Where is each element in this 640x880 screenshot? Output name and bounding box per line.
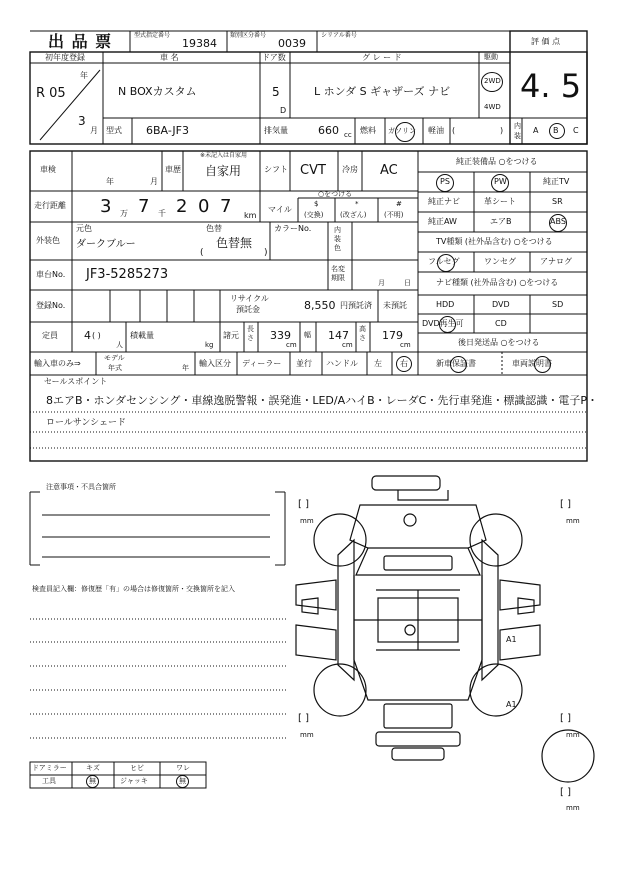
first-reg-month: 3 xyxy=(78,114,86,128)
recycle-unpaid: 未預託 xyxy=(383,301,407,310)
mile-altered: (改ざん) xyxy=(340,211,367,219)
name-change-label: 名変期限 xyxy=(331,265,345,282)
cooler-value: AC xyxy=(380,163,398,178)
mile-star: * xyxy=(355,200,359,208)
tv-fullseg: フルセグ xyxy=(428,257,460,266)
tire-spare-bracket: [ ] xyxy=(560,787,571,798)
car-name: N BOXカスタム xyxy=(118,85,197,98)
car-name-label: 車 名 xyxy=(160,53,179,62)
reg-no-label: 登録No. xyxy=(36,301,66,310)
mileage-unit: km xyxy=(244,211,257,220)
form-title: 出 品 票 xyxy=(48,32,113,51)
history-note: ※未記入は自家用 xyxy=(200,152,248,159)
mileage-digit-1: 3 xyxy=(100,196,112,217)
handle-right: 右 xyxy=(400,359,408,368)
model-year-label-1: モデル xyxy=(104,354,125,362)
interior-a: A xyxy=(533,126,539,135)
score-label: 評 価 点 xyxy=(531,37,561,46)
first-reg-year: R 05 xyxy=(36,86,66,101)
tv-title: TV種類 (社外品含む) ○をつける xyxy=(436,237,553,246)
later-manual: 車両説明書 xyxy=(512,359,552,368)
mile-dollar: $ xyxy=(314,200,319,208)
equip-ps-circle xyxy=(436,174,454,192)
repaint-paren-open: ( xyxy=(200,248,204,258)
drive-2wd-circle xyxy=(481,72,503,92)
nav-dvd-play: DVD再生可 xyxy=(422,319,464,328)
displacement-unit: cc xyxy=(344,131,352,139)
equip-leather: 革シート xyxy=(484,197,516,206)
tools-jack-value: 無 xyxy=(179,777,186,785)
tools-h-crack: ヒビ xyxy=(130,764,144,772)
mileage-man: 万 xyxy=(120,209,128,218)
equip-pw: PW xyxy=(494,177,507,186)
tools-h-break: ワレ xyxy=(176,764,190,772)
history-label: 車歴 xyxy=(165,165,181,174)
tire-fl-unit: mm xyxy=(300,517,314,525)
equipment-title: 純正装備品 ○をつける xyxy=(456,157,538,166)
grade-value: L ホンダ S ギャザーズ ナビ xyxy=(314,85,451,98)
height-label: 高さ xyxy=(359,325,366,342)
equip-abs-circle xyxy=(549,214,567,232)
interior-color-label: 内装色 xyxy=(334,226,341,252)
model-label: 型式 xyxy=(106,126,122,135)
damage-a1-rear-fender: A1 xyxy=(506,700,517,709)
import-label: 輸入車のみ⇒ xyxy=(34,359,81,368)
caution-label: 注意事項・不具合箇所 xyxy=(46,483,116,491)
length-label: 長さ xyxy=(247,325,254,342)
fuel-paren-close: ) xyxy=(500,126,504,135)
equip-tv: 純正TV xyxy=(543,177,570,186)
inspection-year: 年 xyxy=(106,177,114,186)
mileage-digit-2: 7 xyxy=(138,196,150,217)
equip-pw-circle xyxy=(491,174,509,192)
name-change-day: 日 xyxy=(404,279,411,287)
equip-navi: 純正ナビ xyxy=(428,197,460,206)
interior-label-1: 内 xyxy=(514,122,521,130)
interior-label-2: 装 xyxy=(514,132,521,140)
serial-label: シリアル番号 xyxy=(321,32,357,39)
cooler-label: 冷房 xyxy=(342,165,358,174)
mile-unknown: (不明) xyxy=(384,211,404,219)
mileage-digit-5: 7 xyxy=(220,196,232,217)
nav-cd: CD xyxy=(495,319,507,328)
recycle-label-1: リサイクル xyxy=(230,294,269,303)
type-cert-label: 型式指定番号 xyxy=(134,32,171,39)
later-title: 後日発送品 ○をつける xyxy=(458,338,540,347)
tire-rr-unit: mm xyxy=(566,731,580,739)
drive-label: 駆動 xyxy=(484,53,498,61)
equip-abs: ABS xyxy=(550,217,566,226)
tire-fl-bracket: [ ] xyxy=(298,499,309,510)
sales-line-2: ロールサンシェード xyxy=(46,418,126,428)
tv-oneseg: ワンセグ xyxy=(484,257,516,266)
repaint-value: 色替無 xyxy=(216,236,253,250)
mileage-digit-3: 2 xyxy=(176,196,188,217)
tools-tool-circle xyxy=(86,775,99,788)
later-manual-circle xyxy=(534,356,551,373)
tire-rr-bracket: [ ] xyxy=(560,713,571,724)
damage-a1-rear-door: A1 xyxy=(506,635,517,644)
mileage-label: 走行距離 xyxy=(34,201,66,210)
tools-h-scratch: キズ xyxy=(86,764,100,772)
displacement-value: 660 xyxy=(318,124,339,137)
import-parallel: 並行 xyxy=(296,359,312,368)
original-color-value: ダークブルー xyxy=(76,239,136,250)
nav-dvd: DVD xyxy=(492,300,510,309)
inspection-month: 月 xyxy=(150,177,158,186)
model-year-unit: 年 xyxy=(182,364,189,372)
fuel-gas-circle xyxy=(395,122,415,142)
equip-ps: PS xyxy=(440,177,450,186)
sales-line-1: 8エアB・ホンダセンシング・車線逸脱警報・誤発進・LED/AハイB・レーダC・先行車発進・標識認識・電子P・ xyxy=(46,394,598,407)
tire-fr-bracket: [ ] xyxy=(560,499,571,510)
tools-h-mirror: ドアミラー xyxy=(32,764,67,772)
tire-fr-unit: mm xyxy=(566,517,580,525)
grade-label: グ レ ー ド xyxy=(362,53,402,62)
tire-rl-bracket: [ ] xyxy=(298,713,309,724)
capacity-label: 定員 xyxy=(42,331,58,340)
height-value: 179 xyxy=(382,329,403,342)
equip-airbag: エアB xyxy=(490,217,512,226)
class-label: 類別区分番号 xyxy=(230,32,267,39)
tire-spare-unit: mm xyxy=(566,804,580,812)
import-dealer: ディーラー xyxy=(242,359,282,368)
load-unit: kg xyxy=(205,341,214,349)
score-value: 4. 5 xyxy=(520,67,582,105)
model-value: 6BA-JF3 xyxy=(146,124,189,137)
tools-tool-value: 無 xyxy=(89,777,96,785)
repaint-label: 色替 xyxy=(206,224,222,233)
import-type-label: 輸入区分 xyxy=(199,359,231,368)
tv-fullseg-circle xyxy=(437,254,455,272)
mile-exchange: (交換) xyxy=(304,211,324,219)
model-year-label-2: 年式 xyxy=(108,364,122,372)
nav-dvd-play-circle xyxy=(439,316,456,333)
width-value: 147 xyxy=(328,329,349,342)
mile-label: マイル xyxy=(268,205,292,214)
interior-c: C xyxy=(573,126,579,135)
recycle-label-2: 預託金 xyxy=(236,305,260,314)
chassis-label: 車台No. xyxy=(36,270,66,279)
name-change-month: 月 xyxy=(378,279,385,287)
later-warranty-circle xyxy=(450,356,467,373)
length-value: 339 xyxy=(270,329,291,342)
year-unit: 年 xyxy=(80,71,88,80)
doors-value: 5 xyxy=(272,85,280,99)
displacement-label: 排気量 xyxy=(264,126,288,135)
nav-title: ナビ種類 (社外品含む) ○をつける xyxy=(436,278,559,287)
width-label: 幅 xyxy=(304,331,311,339)
mileage-circle-note: ○をつける xyxy=(318,190,353,198)
capacity-paren: ( ) xyxy=(92,331,101,340)
width-unit: cm xyxy=(342,341,353,349)
equip-aw: 純正AW xyxy=(428,217,457,226)
nav-sd: SD xyxy=(552,300,564,309)
shift-label: シフト xyxy=(264,165,288,174)
type-cert-value: 19384 xyxy=(182,37,217,50)
sales-label: セールスポイント xyxy=(44,377,108,386)
handle-left: 左 xyxy=(374,359,382,368)
handle-right-circle xyxy=(396,356,412,372)
tools-jack-circle xyxy=(176,775,189,788)
shift-value: CVT xyxy=(300,163,326,178)
tools-tool-label: 工具 xyxy=(42,777,56,785)
fuel-label: 燃料 xyxy=(360,126,376,135)
fuel-paren-open: ( xyxy=(452,126,456,135)
tv-analog: アナログ xyxy=(540,257,572,266)
repaint-paren-close: ) xyxy=(264,248,268,258)
handle-label: ハンドル xyxy=(326,359,358,368)
tire-rl-unit: mm xyxy=(300,731,314,739)
doors-suffix: D xyxy=(280,106,287,115)
mileage-sen: 千 xyxy=(158,209,166,218)
height-unit: cm xyxy=(400,341,411,349)
tools-jack-label: ジャッキ xyxy=(120,777,148,785)
interior-b-circle xyxy=(549,123,565,139)
length-unit: cm xyxy=(286,341,297,349)
mile-hash: # xyxy=(396,200,402,208)
capacity-value: 4 xyxy=(84,329,91,342)
chassis-value: JF3-5285273 xyxy=(86,267,169,282)
class-value: 0039 xyxy=(278,37,306,50)
capacity-unit: 人 xyxy=(116,341,123,349)
drive-2wd: 2WD xyxy=(484,77,501,85)
equip-sr: SR xyxy=(552,197,563,206)
later-warranty: 新車保証書 xyxy=(436,359,476,368)
recycle-suffix: 円預託済 xyxy=(340,301,372,310)
inspection-label: 車検 xyxy=(40,165,56,174)
mileage-digit-4: 0 xyxy=(198,196,210,217)
doors-label: ドア数 xyxy=(262,53,286,62)
history-value: 自家用 xyxy=(205,164,242,178)
drive-4wd: 4WD xyxy=(484,103,501,111)
interior-b: B xyxy=(553,126,559,135)
nav-hdd: HDD xyxy=(436,300,455,309)
inspector-label: 検査員記入欄：修復歴「有」の場合は修復箇所・交換箇所を記入 xyxy=(32,585,235,593)
original-color-label: 元色 xyxy=(76,224,92,233)
color-label: 外装色 xyxy=(36,236,60,245)
dims-label: 諸元 xyxy=(223,331,239,340)
month-unit: 月 xyxy=(90,126,98,135)
first-reg-label: 初年度登録 xyxy=(45,53,85,62)
fuel-gas: ガソリン xyxy=(388,127,416,135)
fuel-light: 軽油 xyxy=(428,126,444,135)
load-label: 積載量 xyxy=(130,331,154,340)
recycle-amount: 8,550 xyxy=(304,299,336,312)
color-no-label: カラーNo. xyxy=(274,224,312,233)
